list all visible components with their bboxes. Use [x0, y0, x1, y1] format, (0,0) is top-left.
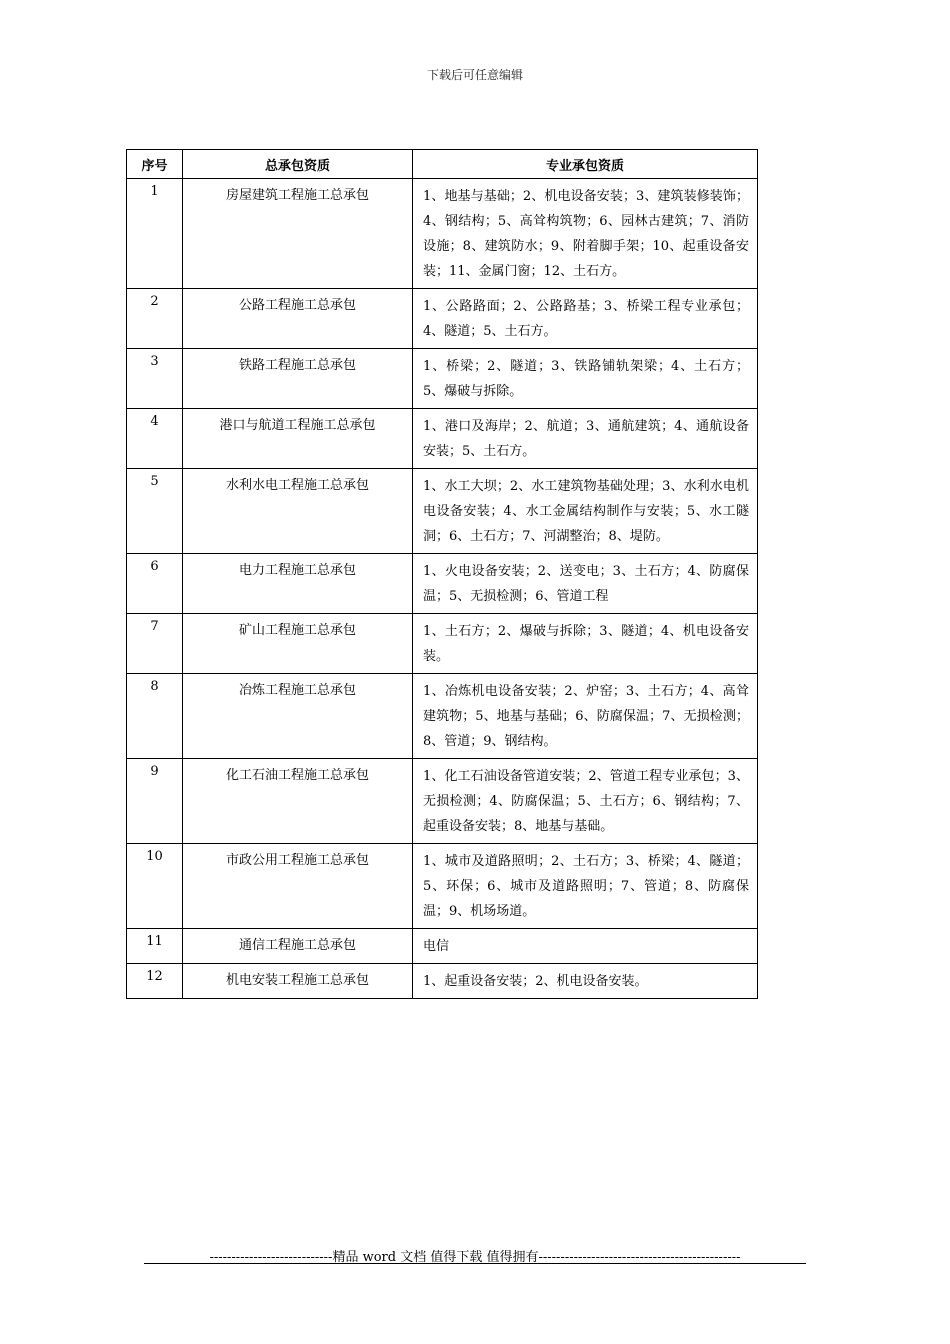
row-number: 3: [127, 349, 183, 409]
table-row: [127, 349, 758, 409]
specialized-qualification: 1、化工石油设备管道安装；2、管道工程专业承包；3、无损检测；4、防腐保温；5、土石方；6、钢结构；7、起重设备安装；8、地基与基础。: [413, 759, 758, 844]
general-qualification: 矿山工程施工总承包: [183, 614, 413, 674]
row-number: 1: [127, 179, 183, 289]
row-number: 10: [127, 844, 183, 929]
table-row: [127, 964, 758, 999]
table-row: [127, 179, 758, 289]
table-row: [127, 409, 758, 469]
specialized-qualification: 1、桥梁；2、隧道；3、铁路铺轨架梁；4、土石方；5、爆破与拆除。: [413, 349, 758, 409]
table-row: [127, 674, 758, 759]
row-number: 11: [127, 929, 183, 964]
page-header-note: 下载后可任意编辑: [426, 68, 523, 82]
table-row: [127, 929, 758, 964]
general-qualification: 冶炼工程施工总承包: [183, 674, 413, 759]
column-header-specialized: 专业承包资质: [413, 150, 758, 179]
general-qualification: 市政公用工程施工总承包: [183, 844, 413, 929]
row-number: 9: [127, 759, 183, 844]
specialized-qualification: 1、火电设备安装；2、送变电；3、土石方；4、防腐保温；5、无损检测；6、管道工程: [413, 554, 758, 614]
general-qualification: 通信工程施工总承包: [183, 929, 413, 964]
row-number: 8: [127, 674, 183, 759]
table-row: [127, 759, 758, 844]
general-qualification: 电力工程施工总承包: [183, 554, 413, 614]
footer-divider: [144, 1263, 806, 1264]
row-number: 7: [127, 614, 183, 674]
general-qualification: 机电安装工程施工总承包: [183, 964, 413, 999]
row-number: 6: [127, 554, 183, 614]
specialized-qualification: 1、水工大坝；2、水工建筑物基础处理；3、水利水电机电设备安装；4、水工金属结构制作与安装；5、水工隧洞；6、土石方；7、河湖整治；8、堤防。: [413, 469, 758, 554]
row-number: 2: [127, 289, 183, 349]
table-row: [127, 614, 758, 674]
specialized-qualification: 1、地基与基础；2、机电设备安装；3、建筑装修装饰；4、钢结构；5、高耸构筑物；6、园林古建筑；7、消防设施；8、建筑防水；9、附着脚手架；10、起重设备安装；11、金属门窗；12、土石方。: [413, 179, 758, 289]
general-qualification: 房屋建筑工程施工总承包: [183, 179, 413, 289]
row-number: 5: [127, 469, 183, 554]
general-qualification: 水利水电工程施工总承包: [183, 469, 413, 554]
row-number: 4: [127, 409, 183, 469]
table-row: [127, 289, 758, 349]
specialized-qualification: 1、起重设备安装；2、机电设备安装。: [413, 964, 758, 999]
specialized-qualification: 电信: [413, 929, 758, 964]
specialized-qualification: 1、土石方；2、爆破与拆除；3、隧道；4、机电设备安装。: [413, 614, 758, 674]
specialized-qualification: 1、港口及海岸；2、航道；3、通航建筑；4、通航设备安装；5、土石方。: [413, 409, 758, 469]
general-qualification: 港口与航道工程施工总承包: [183, 409, 413, 469]
specialized-qualification: 1、公路路面；2、公路路基；3、桥梁工程专业承包；4、隧道；5、土石方。: [413, 289, 758, 349]
general-qualification: 公路工程施工总承包: [183, 289, 413, 349]
table-row: [127, 844, 758, 929]
specialized-qualification: 1、城市及道路照明；2、土石方；3、桥梁；4、隧道；5、环保；6、城市及道路照明；7、管道；8、防腐保温；9、机场场道。: [413, 844, 758, 929]
qualification-table: [126, 149, 758, 999]
general-qualification: 化工石油工程施工总承包: [183, 759, 413, 844]
specialized-qualification: 1、冶炼机电设备安装；2、炉窑；3、土石方；4、高耸建筑物；5、地基与基础；6、防腐保温；7、无损检测；8、管道；9、钢结构。: [413, 674, 758, 759]
row-number: 12: [127, 964, 183, 999]
column-header-general: 总承包资质: [183, 150, 413, 179]
table-row: [127, 469, 758, 554]
general-qualification: 铁路工程施工总承包: [183, 349, 413, 409]
column-header-no: 序号: [127, 150, 183, 179]
page-footer-text: ----------------------------精品 word 文档 值得下载 值得拥有----------------------------------------------: [209, 1250, 741, 1265]
table-header-row: [127, 150, 758, 179]
table-row: [127, 554, 758, 614]
